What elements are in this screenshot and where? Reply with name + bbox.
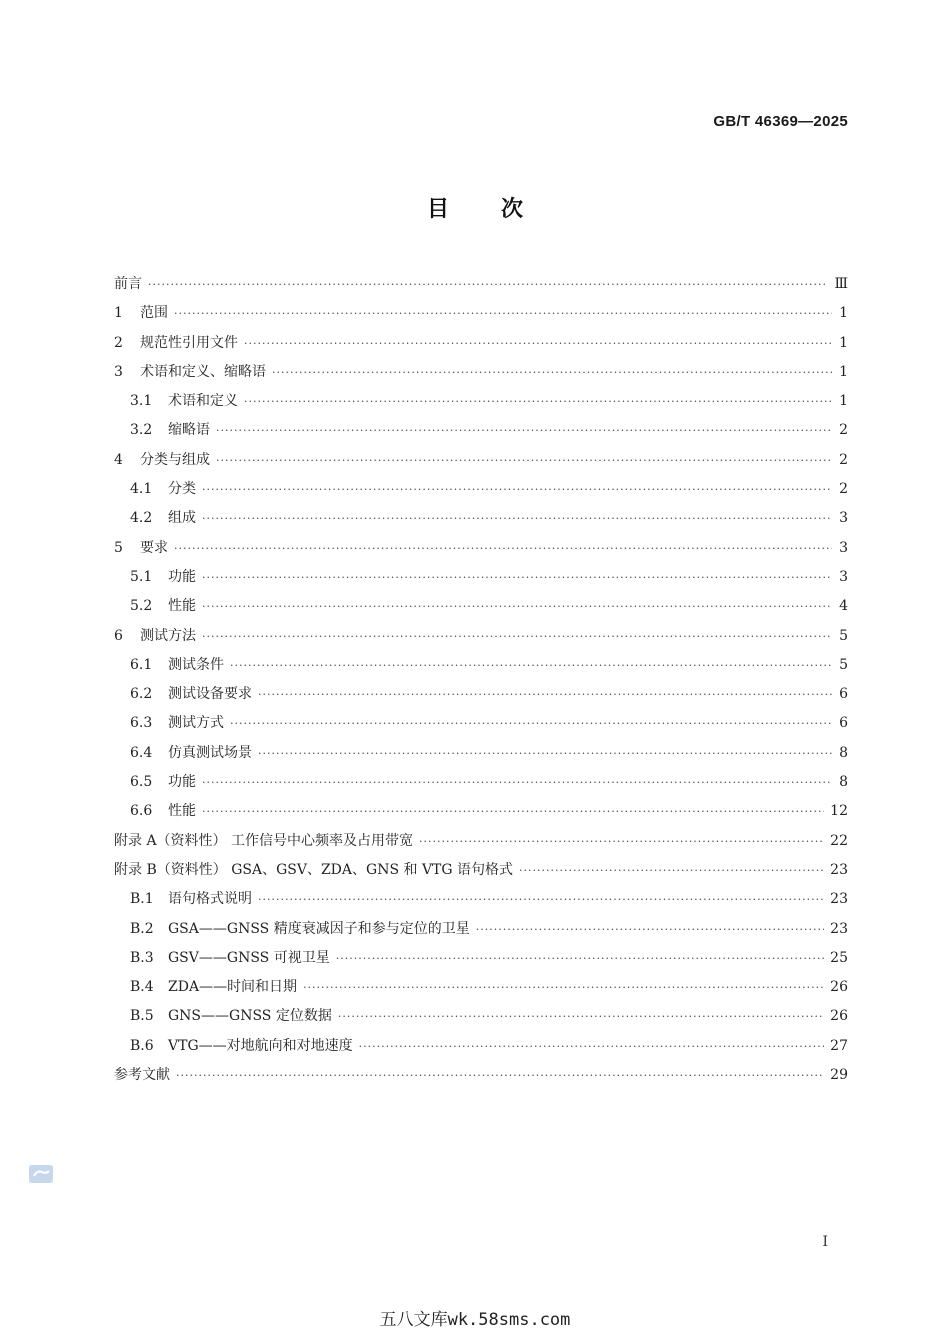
toc-entry[interactable] — [114, 827, 848, 856]
toc-entry[interactable] — [114, 768, 848, 797]
standard-number: GB/T 46369—2025 — [713, 113, 848, 130]
toc-entry-page: 2 — [839, 481, 848, 498]
toc-entry-label: 测试设备要求 — [168, 686, 252, 703]
sac-logo-icon — [28, 1162, 54, 1186]
toc-entry[interactable] — [114, 915, 848, 944]
toc-entry[interactable] — [114, 329, 848, 358]
toc-entry[interactable] — [114, 973, 848, 1002]
toc-entry-number: 6 — [114, 627, 123, 644]
toc-entry-label: 范围 — [140, 305, 168, 322]
toc-entry-page: 22 — [830, 832, 848, 849]
toc-entry-number: B.2 — [130, 920, 154, 937]
toc-entry[interactable] — [114, 739, 848, 768]
toc-entry-label: 缩略语 — [168, 422, 210, 439]
toc-entry-label: 测试方法 — [140, 627, 196, 644]
toc-entry-label: VTG——对地航向和对地速度 — [168, 1037, 353, 1054]
toc-entry[interactable] — [114, 1002, 848, 1031]
toc-dot-leader — [230, 651, 832, 680]
toc-entry-label: 仿真测试场景 — [168, 744, 252, 761]
toc-entry[interactable] — [114, 1061, 848, 1090]
toc-entry-number: 2 — [114, 334, 123, 351]
toc-entry-number: 3.2 — [130, 422, 153, 439]
toc-entry-page: 12 — [830, 803, 848, 820]
toc-entry-page: 3 — [839, 510, 848, 527]
toc-entry[interactable] — [114, 534, 848, 563]
toc-entry-page: 8 — [839, 744, 848, 761]
toc-dot-leader — [359, 1032, 825, 1061]
toc-entry-label: GNS——GNSS 定位数据 — [168, 1008, 332, 1025]
toc-entry-page: 6 — [839, 686, 848, 703]
toc-entry[interactable] — [114, 387, 848, 416]
toc-entry-page: 23 — [830, 861, 848, 878]
toc-dot-leader — [202, 563, 832, 592]
toc-dot-leader — [202, 622, 832, 651]
toc-entry-page: 3 — [839, 539, 848, 556]
toc-dot-leader — [338, 1002, 824, 1031]
toc-entry-page: 25 — [830, 949, 848, 966]
toc-entry-page: 26 — [830, 1008, 848, 1025]
toc-entry[interactable] — [114, 651, 848, 680]
toc-entry-number: B.5 — [130, 1008, 154, 1025]
toc-entry-page: 2 — [839, 422, 848, 439]
toc-entry-label: GSV——GNSS 可视卫星 — [168, 949, 330, 966]
site-watermark: 五八文库wk.58sms.com — [379, 1310, 571, 1330]
toc-entry-label: 分类 — [168, 481, 196, 498]
toc-entry[interactable] — [114, 270, 848, 299]
toc-entry-label: 前言 — [114, 276, 142, 292]
toc-dot-leader — [174, 299, 832, 328]
toc-dot-leader — [519, 856, 824, 885]
toc-dot-leader — [202, 768, 832, 797]
toc-entry-label: 功能 — [168, 568, 196, 585]
toc-entry-page: 1 — [839, 393, 848, 410]
toc-dot-leader — [419, 827, 824, 856]
toc-dot-leader — [272, 358, 832, 387]
toc-dot-leader — [336, 944, 824, 973]
toc-entry-number: 6.4 — [130, 744, 153, 761]
toc-entry-number: B.4 — [130, 979, 154, 996]
toc-entry-label: 参考文献 — [114, 1067, 170, 1084]
toc-entry-page: 23 — [830, 891, 848, 908]
toc-entry-number: B.6 — [130, 1037, 154, 1054]
toc-dot-leader — [244, 329, 832, 358]
toc-entry-page: 1 — [839, 334, 848, 351]
toc-entry-number: 6.6 — [130, 803, 153, 820]
toc-entry-page: 2 — [839, 451, 848, 468]
toc-entry-number: 6.1 — [130, 656, 153, 673]
toc-dot-leader — [258, 885, 824, 914]
toc-entry-label: 性能 — [168, 598, 196, 615]
toc-entry-page: Ⅲ — [834, 276, 848, 292]
toc-entry-number: 4.1 — [130, 481, 153, 498]
toc-entry[interactable] — [114, 416, 848, 445]
toc-entry-number: 4.2 — [130, 510, 153, 527]
toc-entry-label: 术语和定义 — [168, 393, 238, 410]
toc-entry-page: 3 — [839, 568, 848, 585]
toc-entry-number: 5.2 — [130, 598, 153, 615]
toc-entry[interactable] — [114, 885, 848, 914]
toc-dot-leader — [476, 915, 824, 944]
toc-entry-page: 29 — [830, 1067, 848, 1084]
toc-entry-label: 性能 — [168, 803, 196, 820]
toc-entry-label: 术语和定义、缩略语 — [140, 363, 266, 380]
toc-entry[interactable] — [114, 680, 848, 709]
page-title: 目次 — [426, 197, 575, 222]
toc-dot-leader — [202, 592, 832, 621]
toc-entry[interactable] — [114, 358, 848, 387]
table-of-contents — [114, 270, 848, 1090]
toc-entry-number: B.1 — [130, 891, 154, 908]
toc-entry-label: GSA——GNSS 精度衰减因子和参与定位的卫星 — [168, 920, 470, 937]
toc-entry-label: 规范性引用文件 — [140, 334, 238, 351]
toc-entry[interactable] — [114, 592, 848, 621]
toc-dot-leader — [230, 709, 832, 738]
toc-entry-label: 组成 — [168, 510, 196, 527]
toc-entry-page: 8 — [839, 774, 848, 791]
toc-entry-number: 5.1 — [130, 568, 153, 585]
toc-entry-label: 附录 B（资料性） GSA、GSV、ZDA、GNS 和 VTG 语句格式 — [114, 861, 514, 878]
toc-entry-number: 1 — [114, 305, 123, 322]
toc-dot-leader — [258, 680, 832, 709]
toc-entry-label: 分类与组成 — [140, 451, 210, 468]
toc-dot-leader — [216, 416, 832, 445]
toc-dot-leader — [202, 504, 832, 533]
toc-entry-number: 4 — [114, 451, 123, 468]
toc-dot-leader — [148, 270, 828, 299]
toc-entry[interactable] — [114, 446, 848, 475]
toc-entry-label: 功能 — [168, 774, 196, 791]
toc-entry-label: 语句格式说明 — [168, 891, 252, 908]
toc-entry-number: 5 — [114, 539, 123, 556]
toc-entry-page: 1 — [839, 363, 848, 380]
toc-entry[interactable] — [114, 563, 848, 592]
toc-dot-leader — [216, 446, 832, 475]
toc-entry-label: ZDA——时间和日期 — [168, 979, 298, 996]
toc-dot-leader — [202, 797, 824, 826]
toc-entry-number: 6.5 — [130, 774, 153, 791]
toc-entry-page: 23 — [830, 920, 848, 937]
toc-entry-page: 4 — [839, 598, 848, 615]
toc-dot-leader — [303, 973, 824, 1002]
toc-entry[interactable] — [114, 475, 848, 504]
toc-dot-leader — [176, 1061, 824, 1090]
toc-entry-page: 26 — [830, 979, 848, 996]
toc-entry[interactable] — [114, 299, 848, 328]
toc-entry-number: 6.3 — [130, 715, 153, 732]
toc-entry[interactable] — [114, 504, 848, 533]
toc-entry-label: 测试条件 — [168, 656, 224, 673]
toc-entry-page: 27 — [830, 1037, 848, 1054]
toc-entry[interactable] — [114, 1032, 848, 1061]
toc-entry-number: 6.2 — [130, 686, 153, 703]
toc-entry-number: 3 — [114, 363, 123, 380]
toc-entry[interactable] — [114, 797, 848, 826]
page-number: Ⅰ — [822, 1234, 828, 1250]
toc-entry[interactable] — [114, 622, 848, 651]
toc-entry-label: 测试方式 — [168, 715, 224, 732]
toc-entry-label: 要求 — [140, 539, 168, 556]
toc-entry[interactable] — [114, 944, 848, 973]
toc-entry[interactable] — [114, 856, 848, 885]
toc-entry-page: 5 — [839, 656, 848, 673]
toc-entry-page: 1 — [839, 305, 848, 322]
toc-dot-leader — [258, 739, 832, 768]
toc-entry-page: 6 — [839, 715, 848, 732]
toc-dot-leader — [202, 475, 832, 504]
toc-entry-number: B.3 — [130, 949, 154, 966]
toc-entry-number: 3.1 — [130, 393, 153, 410]
toc-entry-page: 5 — [839, 627, 848, 644]
toc-entry[interactable] — [114, 709, 848, 738]
toc-dot-leader — [174, 534, 832, 563]
toc-entry-label: 附录 A（资料性） 工作信号中心频率及占用带宽 — [114, 832, 414, 849]
toc-dot-leader — [244, 387, 832, 416]
